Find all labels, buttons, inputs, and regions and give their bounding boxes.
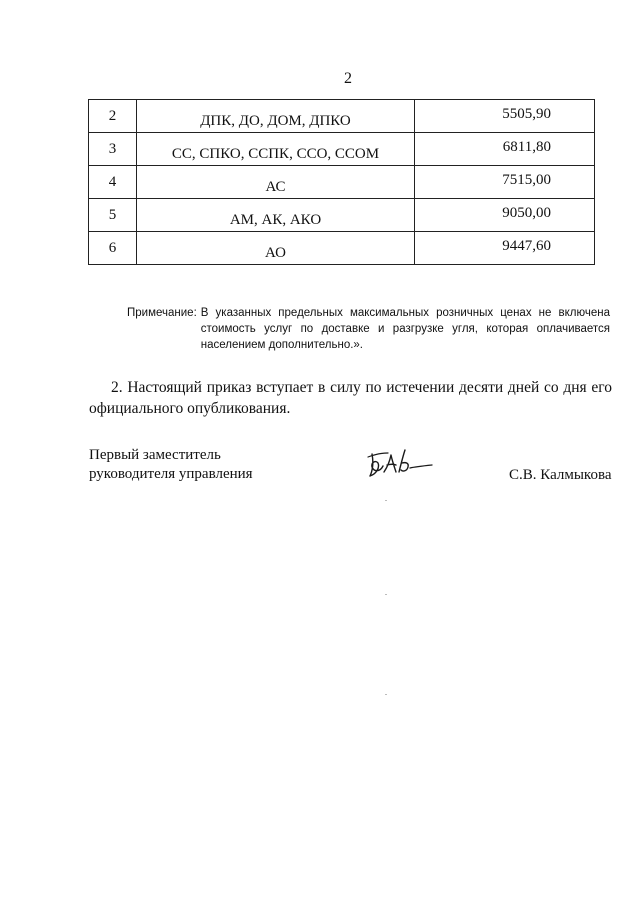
order-paragraph: 2. Настоящий приказ вступает в силу по истечении десяти дней со дня его официального опубликования. [89, 379, 612, 417]
price-value: 7515,00 [415, 166, 595, 199]
signer-title-line: Первый заместитель [89, 447, 221, 463]
row-number: 5 [89, 199, 137, 232]
table-row [89, 100, 595, 133]
fuel-grades: АС [137, 166, 415, 199]
scan-speck [385, 594, 387, 595]
price-value: 6811,80 [415, 133, 595, 166]
fuel-grades: СС, СПКО, ССПК, ССО, ССОМ [137, 133, 415, 166]
table-row [89, 166, 595, 199]
price-value: 5505,90 [415, 100, 595, 133]
note-text: В указанных предельных максимальных розничных ценах не включена стоимость услуг по доставке и разгрузке угля, которая оплачивается населением дополнительно.». [200, 307, 610, 351]
table-row [89, 232, 595, 265]
signer-title [89, 446, 253, 484]
table-row [89, 133, 595, 166]
signer-title-line: руководителя управления [89, 466, 253, 482]
page-number: 2 [344, 70, 352, 87]
fuel-grades: АМ, АК, АКО [137, 199, 415, 232]
price-value: 9050,00 [415, 199, 595, 232]
price-table [88, 99, 595, 265]
row-number: 3 [89, 133, 137, 166]
table-row [89, 199, 595, 232]
row-number: 4 [89, 166, 137, 199]
price-value: 9447,60 [415, 232, 595, 265]
signer-name: С.В. Калмыкова [509, 467, 612, 483]
fuel-grades: ДПК, ДО, ДОМ, ДПКО [137, 100, 415, 133]
row-number: 6 [89, 232, 137, 265]
handwritten-signature [366, 444, 436, 480]
scan-speck [385, 694, 387, 695]
fuel-grades: АО [137, 232, 415, 265]
row-number: 2 [89, 100, 137, 133]
note-label: Примечание: [127, 307, 197, 319]
table-note [127, 305, 610, 353]
scan-speck [385, 500, 387, 501]
